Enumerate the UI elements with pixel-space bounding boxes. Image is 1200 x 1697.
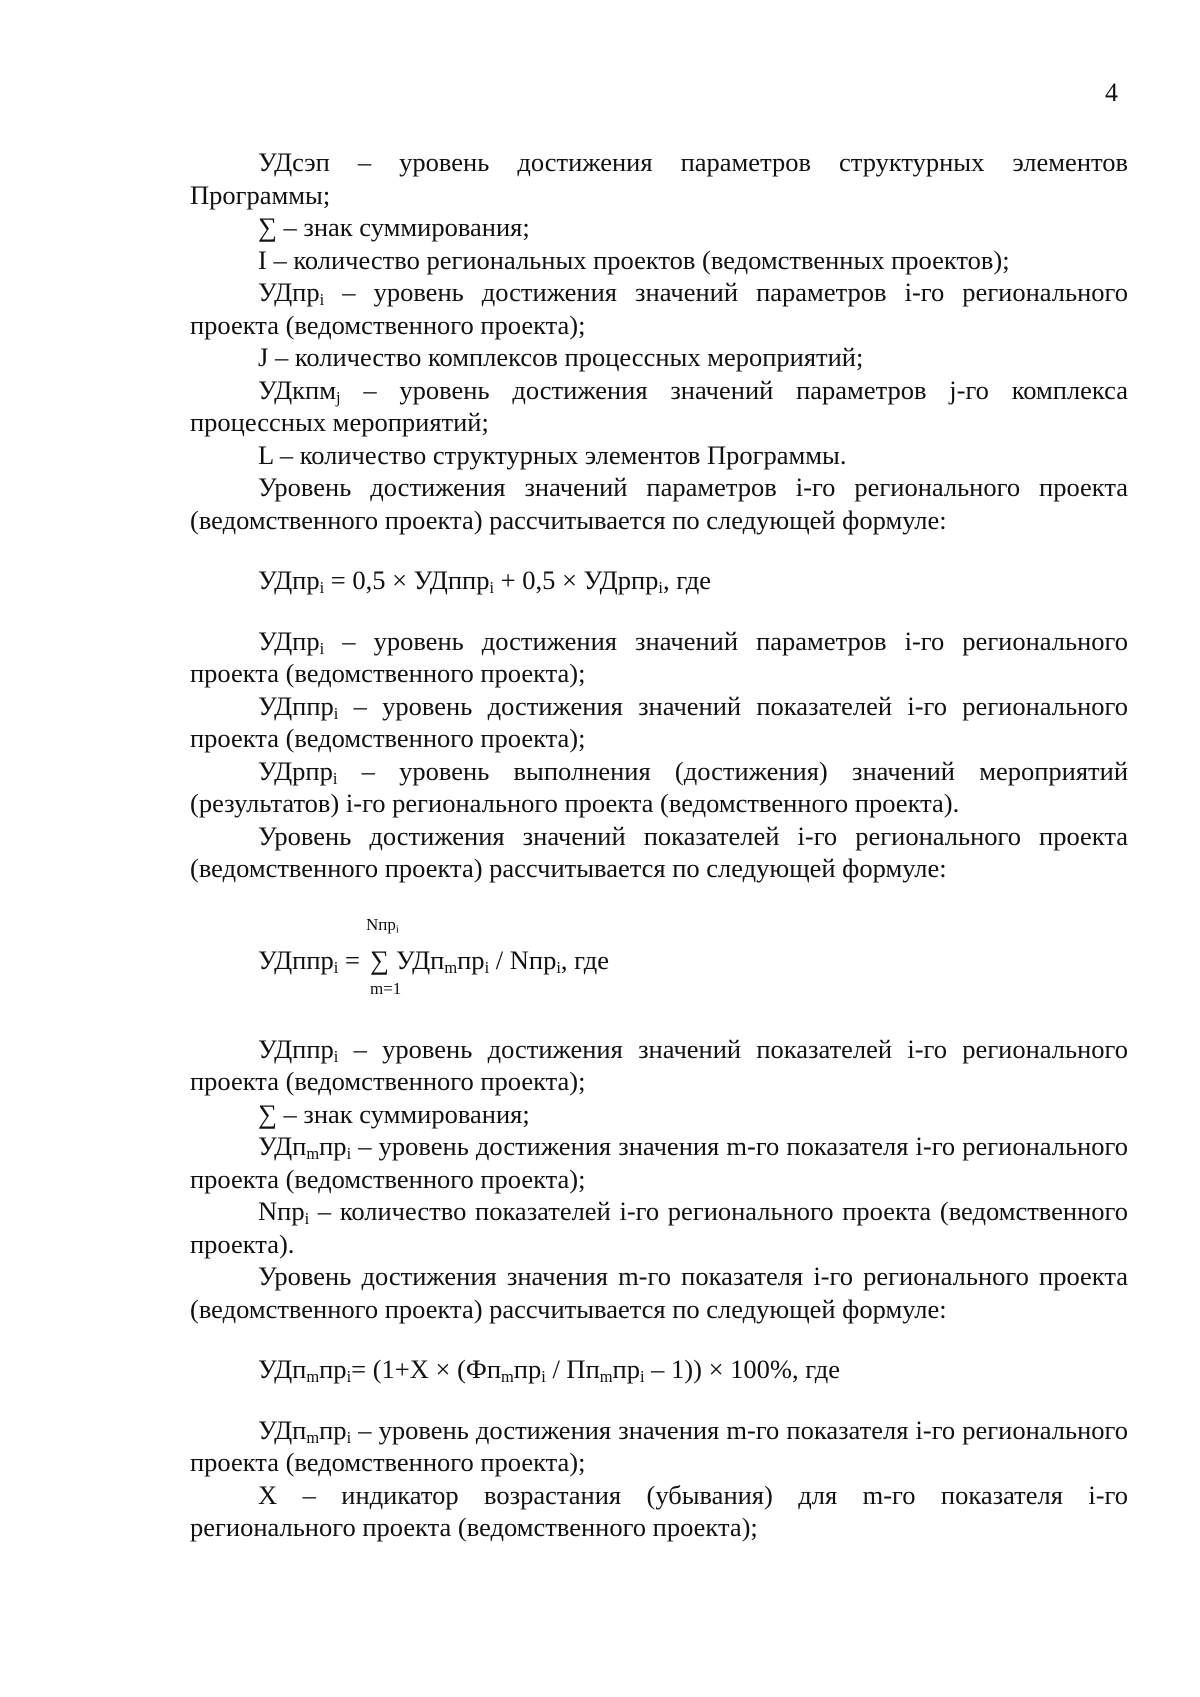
definition-i-count: I – количество региональных проектов (ведомственных проектов); [258,244,1010,275]
sum-lower-limit: m=1 [370,978,402,998]
formula-udpr: УДпр$_i$ = 0,5 × УДппр$_i$ + 0,5 × УДрпр$_i$, где [258,565,712,598]
definition-udppr: УДппр$_i$ – уровень достижения значений показателей i-го регионального проекта (ведомственного проекта); [190,690,1128,753]
intro-formula-3: Уровень достижения значения m-го показателя i-го регионального проекта (ведомственного проекта) рассчитывается по следующей формуле: [190,1261,1128,1324]
sigma-symbol: ∑ [370,944,389,975]
definition-npr: Nпр$_i$ – количество показателей i-го регионального проекта (ведомственного проекта). [190,1196,1128,1259]
formula-udpmpr: $УДп_mпр_i= (1+X \times (Фп_mпр_i / Пп_mпр_i - 1)) \times 100\%$, где [258,1354,841,1387]
definition-l-count: L – количество структурных элементов Программы. [258,439,847,470]
definition-udpmpr: $УДп_mпр_i$ – уровень достижения значения m-го показателя i-го регионального проекта (ведомственного проекта); [190,1131,1128,1194]
definition-udpmpr-2: $УДп_mпр_i$ – уровень достижения значения m-го показателя i-го регионального проекта (ведомственного проекта); [190,1414,1128,1477]
definition-sum-sign-2: ∑ – знак суммирования; [258,1098,530,1129]
definition-udppr-2: УДппр$_i$ – уровень достижения значений показателей i-го регионального проекта (ведомственного проекта); [190,1033,1128,1096]
definition-udsep: УДсэп – уровень достижения параметров структурных элементов Программы; [190,147,1128,210]
document-body [190,146,1128,1544]
definition-udpr-2: УДпр$_i$ – уровень достижения значений параметров i-го регионального проекта (ведомственного проекта); [190,625,1128,688]
definition-udpr: УДпр$_i$ – уровень достижения значений параметров i-го регионального проекта (ведомственного проекта); [190,277,1128,340]
formula-udppr-lhs: УДппр$_i$ = [258,944,360,977]
formula-udppr-rhs: $УДп_mпр_i / Nпр_i$, где [396,944,609,977]
definition-udkpm: УДкпм$_j$ – уровень достижения значений параметров j-го комплекса процессных мероприятий; [190,374,1128,437]
page-number: 4 [1105,78,1118,107]
definition-x-indicator: X – индикатор возрастания (убывания) для m-го показателя i-го регионального проекта (ведомственного проекта); [190,1479,1128,1542]
intro-formula-1: Уровень достижения значений параметров i-го регионального проекта (ведомственного проекта) рассчитывается по следующей формуле: [190,472,1128,535]
definition-sum-sign: ∑ – знак суммирования; [258,212,530,242]
sum-upper-limit: Nпр$_i$ [366,914,399,936]
definition-udrpr: УДрпр$_i$ – уровень выполнения (достижения) значений мероприятий (результатов) i-го регионального проекта (ведомственного проекта). [190,755,1128,818]
intro-formula-2: Уровень достижения значений показателей i-го регионального проекта (ведомственного проекта) рассчитывается по следующей формуле: [190,820,1128,883]
definition-j-count: J – количество комплексов процессных мероприятий; [258,342,864,372]
formula-udppr [258,915,1128,1005]
